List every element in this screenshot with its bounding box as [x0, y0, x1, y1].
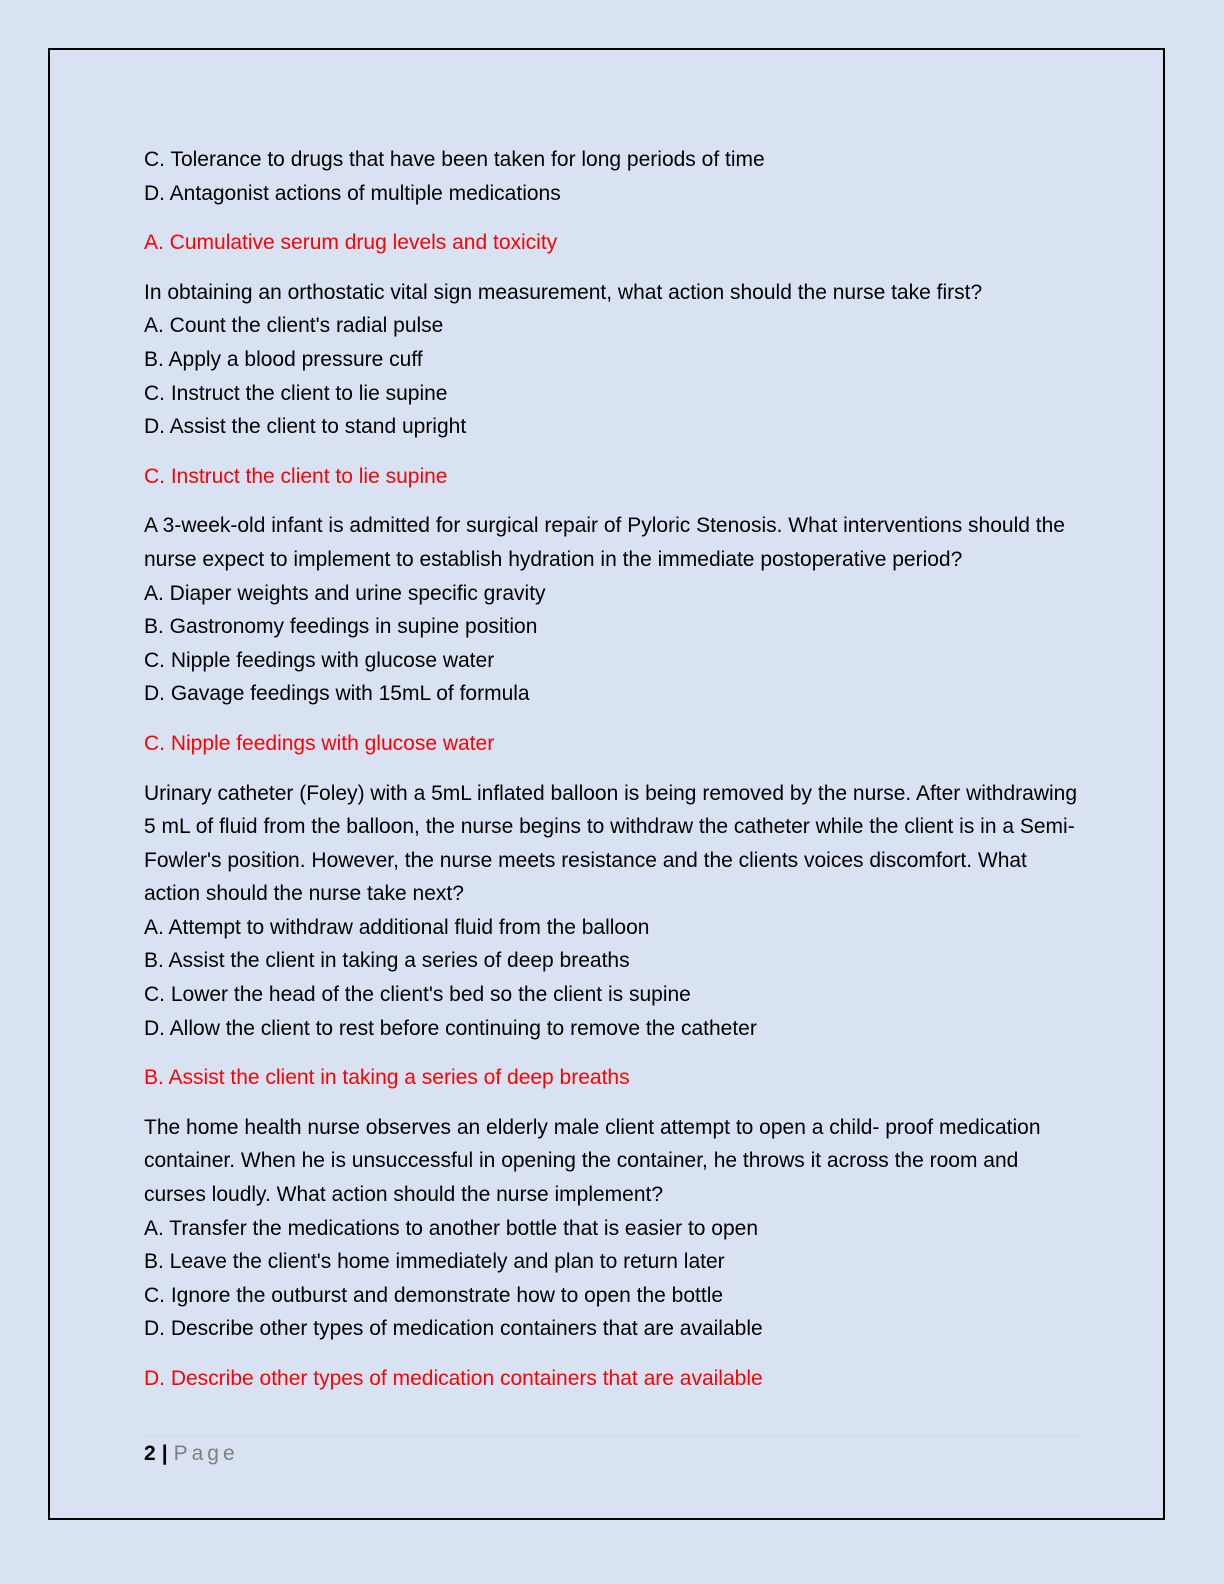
answer-text: C. Nipple feedings with glucose water [144, 731, 495, 755]
question-block [144, 777, 1079, 1046]
option-line: B. Leave the client's home immediately and plan to return later [144, 1250, 725, 1274]
spacer [144, 761, 1079, 777]
question-block [144, 1111, 1079, 1346]
question-block [144, 276, 1079, 444]
spacer [144, 1045, 1079, 1061]
option-line: D. Assist the client to stand upright [144, 415, 467, 439]
page-number: 2 [144, 1442, 156, 1465]
option-line: A. Transfer the medications to another bottle that is easier to open [144, 1216, 759, 1240]
question-text: Urinary catheter (Foley) with a 5mL inflated balloon is being removed by the nurse. After withdrawing 5 mL of fluid from the balloon, the nurse begins to withdraw the catheter while the client is in a Semi-Fowler's position. However, the nurse meets resistance and the clients voices discomfort. What action should the nurse take next? [144, 781, 1078, 906]
footer-separator: | [161, 1442, 168, 1465]
spacer [144, 444, 1079, 460]
answer-text: D. Describe other types of medication containers that are available [144, 1367, 763, 1390]
page-footer [144, 1440, 239, 1468]
spacer [144, 260, 1079, 276]
page-label: Page [173, 1442, 239, 1465]
option-line: B. Assist the client in taking a series of deep breaths [144, 949, 630, 973]
spacer [144, 210, 1079, 226]
answer-text: C. Instruct the client to lie supine [144, 464, 448, 488]
option-line: C. Tolerance to drugs that have been taken for long periods of time [144, 148, 765, 171]
document-body [144, 143, 1079, 1396]
options-group [144, 143, 1079, 210]
option-line: B. Gastronomy feedings in supine position [144, 615, 538, 639]
option-line: A. Attempt to withdraw additional fluid from the balloon [144, 915, 650, 939]
question-text: A 3-week-old infant is admitted for surgical repair of Pyloric Stenosis. What interventions should the nurse expect to implement to establish hydration in the immediate postoperative period? [144, 514, 1065, 571]
option-line: C. Ignore the outburst and demonstrate how to open the bottle [144, 1283, 724, 1307]
option-line: C. Instruct the client to lie supine [144, 381, 448, 405]
spacer [144, 1095, 1079, 1111]
option-line: D. Gavage feedings with 15mL of formula [144, 682, 530, 706]
option-line: C. Lower the head of the client's bed so the client is supine [144, 983, 691, 1007]
question-block [144, 509, 1079, 711]
option-line: B. Apply a blood pressure cuff [144, 347, 423, 371]
spacer [144, 711, 1079, 727]
option-line: D. Describe other types of medication containers that are available [144, 1317, 763, 1341]
option-line: A. Count the client's radial pulse [144, 314, 444, 338]
option-line: D. Allow the client to rest before continuing to remove the catheter [144, 1016, 757, 1040]
spacer [144, 493, 1079, 509]
footer-divider [142, 1435, 1084, 1436]
option-line: C. Nipple feedings with glucose water [144, 648, 495, 672]
question-text: The home health nurse observes an elderly male client attempt to open a child- proof medication container. When he is unsuccessful in opening the container, he throws it across the room and curses loudly. What action should the nurse implement? [144, 1115, 1041, 1207]
answer-text: B. Assist the client in taking a series of deep breaths [144, 1066, 630, 1090]
spacer [144, 1346, 1079, 1362]
answer-text: A. Cumulative serum drug levels and toxicity [144, 231, 558, 255]
question-text: In obtaining an orthostatic vital sign measurement, what action should the nurse take first? [144, 280, 983, 304]
option-line: D. Antagonist actions of multiple medications [144, 181, 561, 205]
option-line: A. Diaper weights and urine specific gravity [144, 581, 546, 605]
